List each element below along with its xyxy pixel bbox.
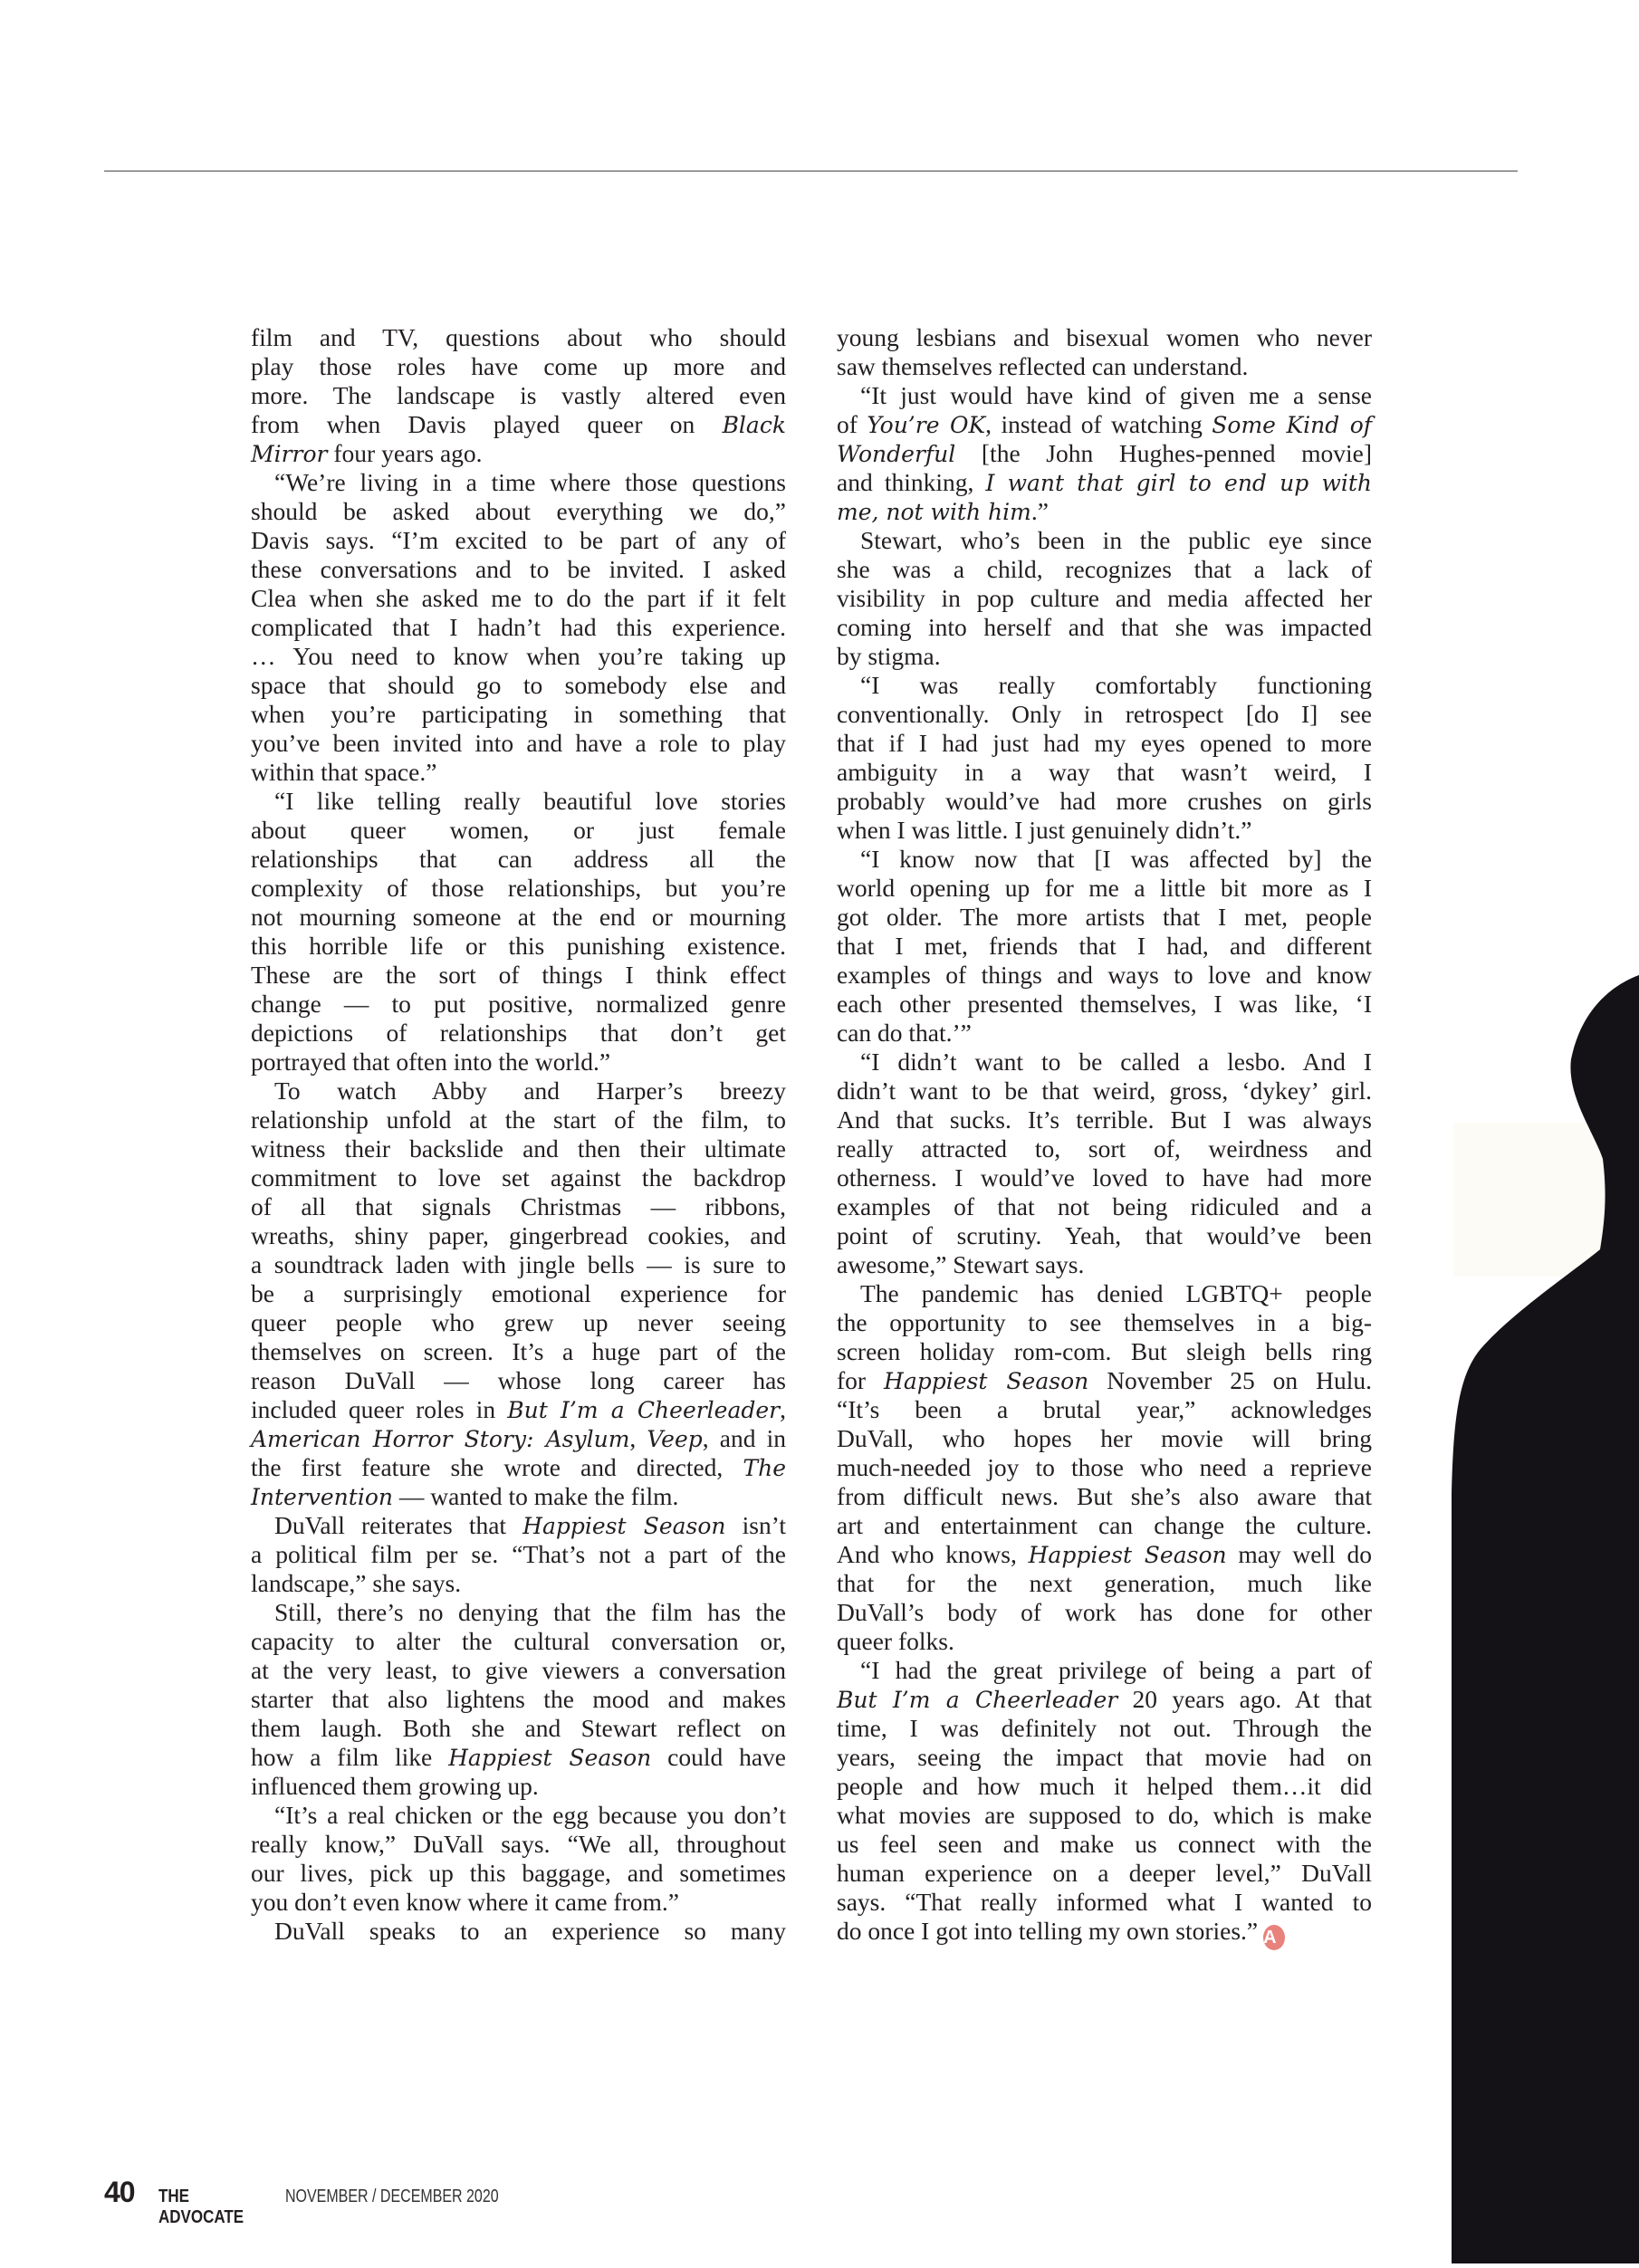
text-line: each other presented themselves, I was like, ‘I [837, 990, 1372, 1018]
text-line: says. “That really informed what I wanted to [837, 1888, 1372, 1916]
end-mark-logo-icon: A [1263, 1925, 1285, 1950]
text-line: be a surprisingly emotional experience for [251, 1279, 786, 1307]
page-footer [104, 2176, 551, 2227]
paragraph [837, 381, 1372, 526]
italic-title: I want that girl to end up with [985, 470, 1372, 496]
text-line: should be asked about everything we do,” [251, 497, 786, 525]
text-line: … You need to know when you’re taking up [251, 642, 786, 670]
page-number: 40 [104, 2176, 135, 2208]
text-line: Mirror four years ago. [251, 439, 483, 467]
text-line: she was a child, recognizes that a lack of [837, 555, 1372, 583]
text-line: relationship unfold at the start of the film, to [251, 1105, 786, 1134]
paragraph [837, 1048, 1372, 1279]
paragraph [837, 1656, 1372, 1946]
paragraph [837, 671, 1372, 845]
text-line: people and how much it helped them…it did [837, 1772, 1372, 1800]
text-line: and thinking, I want that girl to end up with [837, 468, 1372, 496]
text-line: our lives, pick up this baggage, and sometimes [251, 1859, 786, 1887]
text-line: what movies are supposed to do, which is make [837, 1801, 1372, 1829]
text-line: “It’s a real chicken or the egg because you don’t [274, 1801, 786, 1829]
text-line: capacity to alter the cultural conversation or, [251, 1627, 786, 1655]
paragraph [251, 1511, 786, 1598]
italic-title: Some Kind of [1212, 412, 1373, 438]
text-line: the first feature she wrote and directed, The [251, 1453, 786, 1481]
text-line: “I was really comfortably functioning [860, 671, 1372, 699]
text-line: witness their backslide and then their ultimate [251, 1134, 786, 1163]
header-rule [104, 170, 1518, 172]
italic-title: Veep [647, 1426, 703, 1452]
text-line: that I met, friends that I had, and different [837, 932, 1372, 960]
text-line: film and TV, questions about who should [251, 323, 786, 351]
article-column-1 [251, 323, 786, 1946]
italic-title: Wonderful [837, 441, 956, 467]
text-line: But I’m a Cheerleader 20 years ago. At that [837, 1685, 1372, 1713]
text-line: much-needed joy to those who need a reprieve [837, 1453, 1372, 1481]
text-line: queer people who grew up never seeing [251, 1308, 786, 1336]
text-line: queer folks. [837, 1627, 954, 1655]
issue-date: NOVEMBER / DECEMBER 2020 [284, 2187, 499, 2206]
text-line: us feel seen and make us connect with the [837, 1830, 1372, 1858]
text-line: Davis says. “I’m excited to be part of any of [251, 526, 786, 554]
text-line: change — to put positive, normalized genre [251, 990, 786, 1018]
text-line: “I like telling really beautiful love stories [274, 787, 786, 815]
text-line: Stewart, who’s been in the public eye since [860, 526, 1372, 554]
italic-title: But I’m a Cheerleader [837, 1687, 1118, 1713]
text-line: space that should go to somebody else and [251, 671, 786, 699]
text-line: a soundtrack laden with jingle bells — is sure to [251, 1250, 786, 1278]
text-line: To watch Abby and Harper’s breezy [274, 1077, 786, 1105]
paragraph [251, 323, 786, 468]
italic-title: Happiest Season [884, 1368, 1089, 1394]
text-line: screen holiday rom-com. But sleigh bells ring [837, 1337, 1372, 1365]
text-line: time, I was definitely not out. Through the [837, 1714, 1372, 1742]
text-line: of You’re OK, instead of watching Some Kind of [837, 410, 1373, 438]
paragraph [251, 1598, 786, 1801]
text-line: examples of that not being ridiculed and a [837, 1192, 1372, 1220]
italic-title: American Horror Story: Asylum [251, 1426, 630, 1452]
text-line: this horrible life or this punishing existence. [251, 932, 786, 960]
text-line: included queer roles in But I’m a Cheerleader, [251, 1395, 787, 1423]
text-line: starter that also lightens the mood and makes [251, 1685, 786, 1713]
text-line: “I had the great privilege of being a part of [860, 1656, 1372, 1684]
italic-title: Black [722, 412, 786, 438]
text-line: ambiguity in a way that wasn’t weird, I [837, 758, 1372, 786]
italic-title: Mirror [251, 441, 328, 467]
text-line: world opening up for me a little bit more as I [837, 874, 1372, 902]
text-line: human experience on a deeper level,” DuVall [837, 1859, 1372, 1887]
text-line: awesome,” Stewart says. [837, 1250, 1085, 1278]
text-line: really know,” DuVall says. “We all, throughout [251, 1830, 786, 1858]
text-line: from difficult news. But she’s also aware that [837, 1482, 1372, 1510]
italic-title: You’re OK [867, 412, 986, 438]
text-line: from when Davis played queer on Black [251, 410, 786, 438]
text-line: the opportunity to see themselves in a big- [837, 1308, 1372, 1336]
text-line: really attracted to, sort of, weirdness and [837, 1134, 1372, 1163]
italic-title: Happiest Season [522, 1513, 726, 1539]
italic-title: But I’m a Cheerleader [507, 1397, 781, 1423]
text-line: complicated that I hadn’t had this experience. [251, 613, 786, 641]
paragraph [251, 1077, 786, 1511]
text-line: young lesbians and bisexual women who never [837, 323, 1372, 351]
text-line: coming into herself and that she was impacted [837, 613, 1372, 641]
paragraph [837, 526, 1372, 671]
text-line: within that space.” [251, 758, 437, 786]
italic-title: The [743, 1455, 786, 1481]
text-line: more. The landscape is vastly altered even [251, 381, 786, 409]
text-line: themselves on screen. It’s a huge part of the [251, 1337, 786, 1365]
text-line: DuVall’s body of work has done for other [837, 1598, 1372, 1626]
text-line: them laugh. Both she and Stewart reflect on [251, 1714, 786, 1742]
text-line: wreaths, shiny paper, gingerbread cookies, and [251, 1221, 786, 1249]
text-line: influenced them growing up. [251, 1772, 539, 1800]
text-line: “I know now that [I was affected by] the [860, 845, 1372, 873]
paragraph [837, 1279, 1372, 1656]
text-line: for Happiest Season November 25 on Hulu. [837, 1366, 1372, 1394]
text-line: play those roles have come up more and [251, 352, 786, 380]
text-line: visibility in pop culture and media affected her [837, 584, 1372, 612]
text-line: “It’s been a brutal year,” acknowledges [837, 1395, 1372, 1423]
text-line: DuVall, who hopes her movie will bring [837, 1424, 1372, 1452]
text-line: landscape,” she says. [251, 1569, 462, 1597]
paragraph [251, 1801, 786, 1917]
text-line: didn’t want to be that weird, gross, ‘dykey’ girl. [837, 1077, 1372, 1105]
text-line: when you’re participating in something that [251, 700, 786, 728]
text-line: And that sucks. It’s terrible. But I was always [837, 1105, 1372, 1134]
text-line: These are the sort of things I think effect [251, 961, 786, 989]
paragraph [251, 787, 786, 1077]
paragraph [837, 323, 1372, 381]
text-line: me, not with him.” [837, 497, 1049, 525]
text-line: how a film like Happiest Season could have [251, 1743, 786, 1771]
text-line: not mourning someone at the end or mourning [251, 903, 786, 931]
text-line: art and entertainment can change the culture. [837, 1511, 1372, 1539]
paragraph [251, 1917, 786, 1946]
text-line: can do that.’” [837, 1019, 972, 1047]
text-line: of all that signals Christmas — ribbons, [251, 1192, 786, 1220]
text-line: commitment to love set against the backdrop [251, 1163, 786, 1191]
text-line: Intervention — wanted to make the film. [251, 1482, 679, 1510]
photo-silhouette [1413, 951, 1639, 2263]
text-line: DuVall reiterates that Happiest Season isn’t [274, 1511, 787, 1539]
text-line: Wonderful [the John Hughes-penned movie] [837, 439, 1372, 467]
text-line: a political film per se. “That’s not a part of the [251, 1540, 786, 1568]
text-line: at the very least, to give viewers a conversation [251, 1656, 786, 1684]
text-line: complexity of those relationships, but you’re [251, 874, 786, 902]
text-line: that for the next generation, much like [837, 1569, 1372, 1597]
text-line: reason DuVall — whose long career has [251, 1366, 786, 1394]
italic-title: Happiest Season [448, 1745, 652, 1771]
text-line: “We’re living in a time where those questions [274, 468, 786, 496]
text-line: do once I got into telling my own stories.” A [837, 1917, 1372, 1946]
paragraph [251, 468, 786, 787]
text-line: point of scrutiny. Yeah, that would’ve been [837, 1221, 1372, 1249]
text-line: And who knows, Happiest Season may well do [837, 1540, 1372, 1568]
text-line: by stigma. [837, 642, 941, 670]
text-line: when I was little. I just genuinely didn’t.” [837, 816, 1252, 844]
article-column-2 [837, 323, 1372, 1946]
text-line: saw themselves reflected can understand. [837, 352, 1249, 380]
text-line: American Horror Story: Asylum, Veep, and in [251, 1424, 787, 1452]
text-line: portrayed that often into the world.” [251, 1048, 611, 1076]
text-line: probably would’ve had more crushes on girls [837, 787, 1372, 815]
text-line: that if I had just had my eyes opened to more [837, 729, 1372, 757]
text-line: got older. The more artists that I met, people [837, 903, 1372, 931]
text-line: years, seeing the impact that movie had on [837, 1743, 1372, 1771]
magazine-name: THE ADVOCATE [158, 2187, 244, 2227]
text-line: examples of things and ways to love and know [837, 961, 1372, 989]
paragraph [837, 845, 1372, 1048]
text-line: “I didn’t want to be called a lesbo. And I [860, 1048, 1372, 1076]
italic-title: Intervention [251, 1484, 393, 1510]
italic-title: Happiest Season [1028, 1542, 1227, 1568]
text-line: Clea when she asked me to do the part if it felt [251, 584, 786, 612]
text-line: Still, there’s no denying that the film has the [274, 1598, 786, 1626]
text-line: these conversations and to be invited. I asked [251, 555, 786, 583]
italic-title: me, not with him [837, 499, 1031, 525]
text-line: otherness. I would’ve loved to have had more [837, 1163, 1372, 1191]
text-line: conventionally. Only in retrospect [do I] see [837, 700, 1372, 728]
text-line: you’ve been invited into and have a role to play [251, 729, 786, 757]
text-line: you don’t even know where it came from.” [251, 1888, 679, 1916]
text-line: about queer women, or just female [251, 816, 786, 844]
text-line: “It just would have kind of given me a sense [860, 381, 1372, 409]
text-line: DuVall speaks to an experience so many [274, 1917, 786, 1945]
text-line: The pandemic has denied LGBTQ+ people [860, 1279, 1372, 1307]
text-line: depictions of relationships that don’t get [251, 1019, 786, 1047]
text-line: relationships that can address all the [251, 845, 786, 873]
